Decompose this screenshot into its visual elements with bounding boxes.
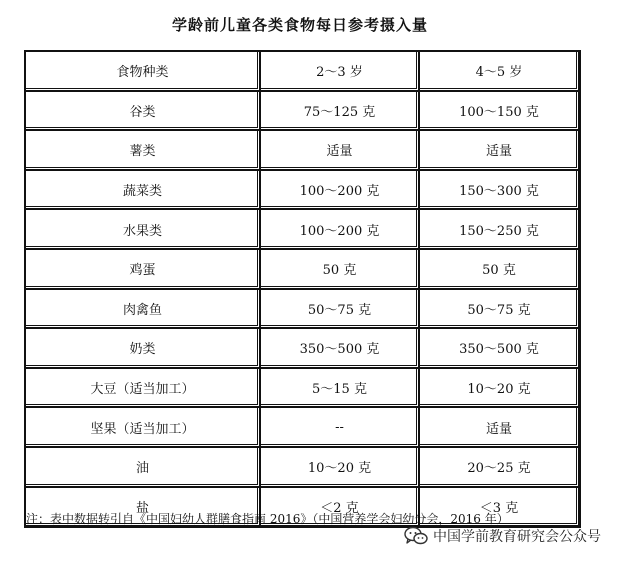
table-cell-value: 350～500 克 bbox=[420, 329, 580, 369]
table-cell-value: 10～20 克 bbox=[261, 448, 420, 488]
table-cell-food: 水果类 bbox=[26, 210, 261, 250]
table-row bbox=[26, 369, 580, 409]
table-cell-value: ＜3 克 bbox=[420, 488, 580, 528]
table-cell-food: 油 bbox=[26, 448, 261, 488]
table-cell-age-4-5-header: 4～5 岁 bbox=[420, 52, 580, 92]
table-cell-age-2-3-header: 2～3 岁 bbox=[261, 52, 420, 92]
table-cell-value: 5～15 克 bbox=[261, 369, 420, 409]
wechat-icon bbox=[404, 526, 428, 546]
table-cell-value: ＜2 克 bbox=[261, 488, 420, 528]
source-note: 注：表中数据转引自《中国妇幼人群膳食指南 2016》（中国营养学会妇幼分会，2016 年） bbox=[26, 512, 509, 526]
table-cell-food: 薯类 bbox=[26, 131, 261, 171]
table-cell-value: 50 克 bbox=[420, 250, 580, 290]
table-row bbox=[26, 52, 580, 92]
table-cell-value: 50～75 克 bbox=[261, 290, 420, 330]
table-row bbox=[26, 171, 580, 211]
table-cell-value: 适量 bbox=[420, 131, 580, 171]
table-cell-food: 盐 bbox=[26, 488, 261, 528]
table-cell-value: 10～20 克 bbox=[420, 369, 580, 409]
table-cell-food: 肉禽鱼 bbox=[26, 290, 261, 330]
table-cell-value: 100～200 克 bbox=[261, 171, 420, 211]
table-row bbox=[26, 408, 580, 448]
table-cell-value: 100～150 克 bbox=[420, 92, 580, 132]
table-cell-value: 50～75 克 bbox=[420, 290, 580, 330]
table-cell-value: 350～500 克 bbox=[261, 329, 420, 369]
watermark-text: 中国学前教育研究会公众号 bbox=[433, 529, 601, 545]
table-cell-value: 75～125 克 bbox=[261, 92, 420, 132]
table-cell-value: 适量 bbox=[420, 408, 580, 448]
table-cell-value: 50 克 bbox=[261, 250, 420, 290]
table-cell-food: 坚果（适当加工） bbox=[26, 408, 261, 448]
table-row bbox=[26, 290, 580, 330]
table-cell-food-header: 食物种类 bbox=[26, 52, 261, 92]
table-row bbox=[26, 250, 580, 290]
table-cell-food: 蔬菜类 bbox=[26, 171, 261, 211]
table-cell-value: 150～250 克 bbox=[420, 210, 580, 250]
table-cell-food: 鸡蛋 bbox=[26, 250, 261, 290]
table-cell-value: 100～200 克 bbox=[261, 210, 420, 250]
table-cell-food: 谷类 bbox=[26, 92, 261, 132]
table-row bbox=[26, 92, 580, 132]
page-title: 学龄前儿童各类食物每日参考摄入量 bbox=[171, 16, 428, 34]
intake-table bbox=[24, 50, 578, 516]
table-row bbox=[26, 210, 580, 250]
watermark bbox=[404, 526, 601, 546]
table-cell-value: 150～300 克 bbox=[420, 171, 580, 211]
table-cell-value: 适量 bbox=[261, 131, 420, 171]
table-cell-food: 大豆（适当加工） bbox=[26, 369, 261, 409]
table-cell-value: -- bbox=[261, 408, 420, 448]
table-cell-food: 奶类 bbox=[26, 329, 261, 369]
table-row bbox=[26, 329, 580, 369]
table-cell-value: 20～25 克 bbox=[420, 448, 580, 488]
table-row bbox=[26, 131, 580, 171]
table-row bbox=[26, 448, 580, 488]
